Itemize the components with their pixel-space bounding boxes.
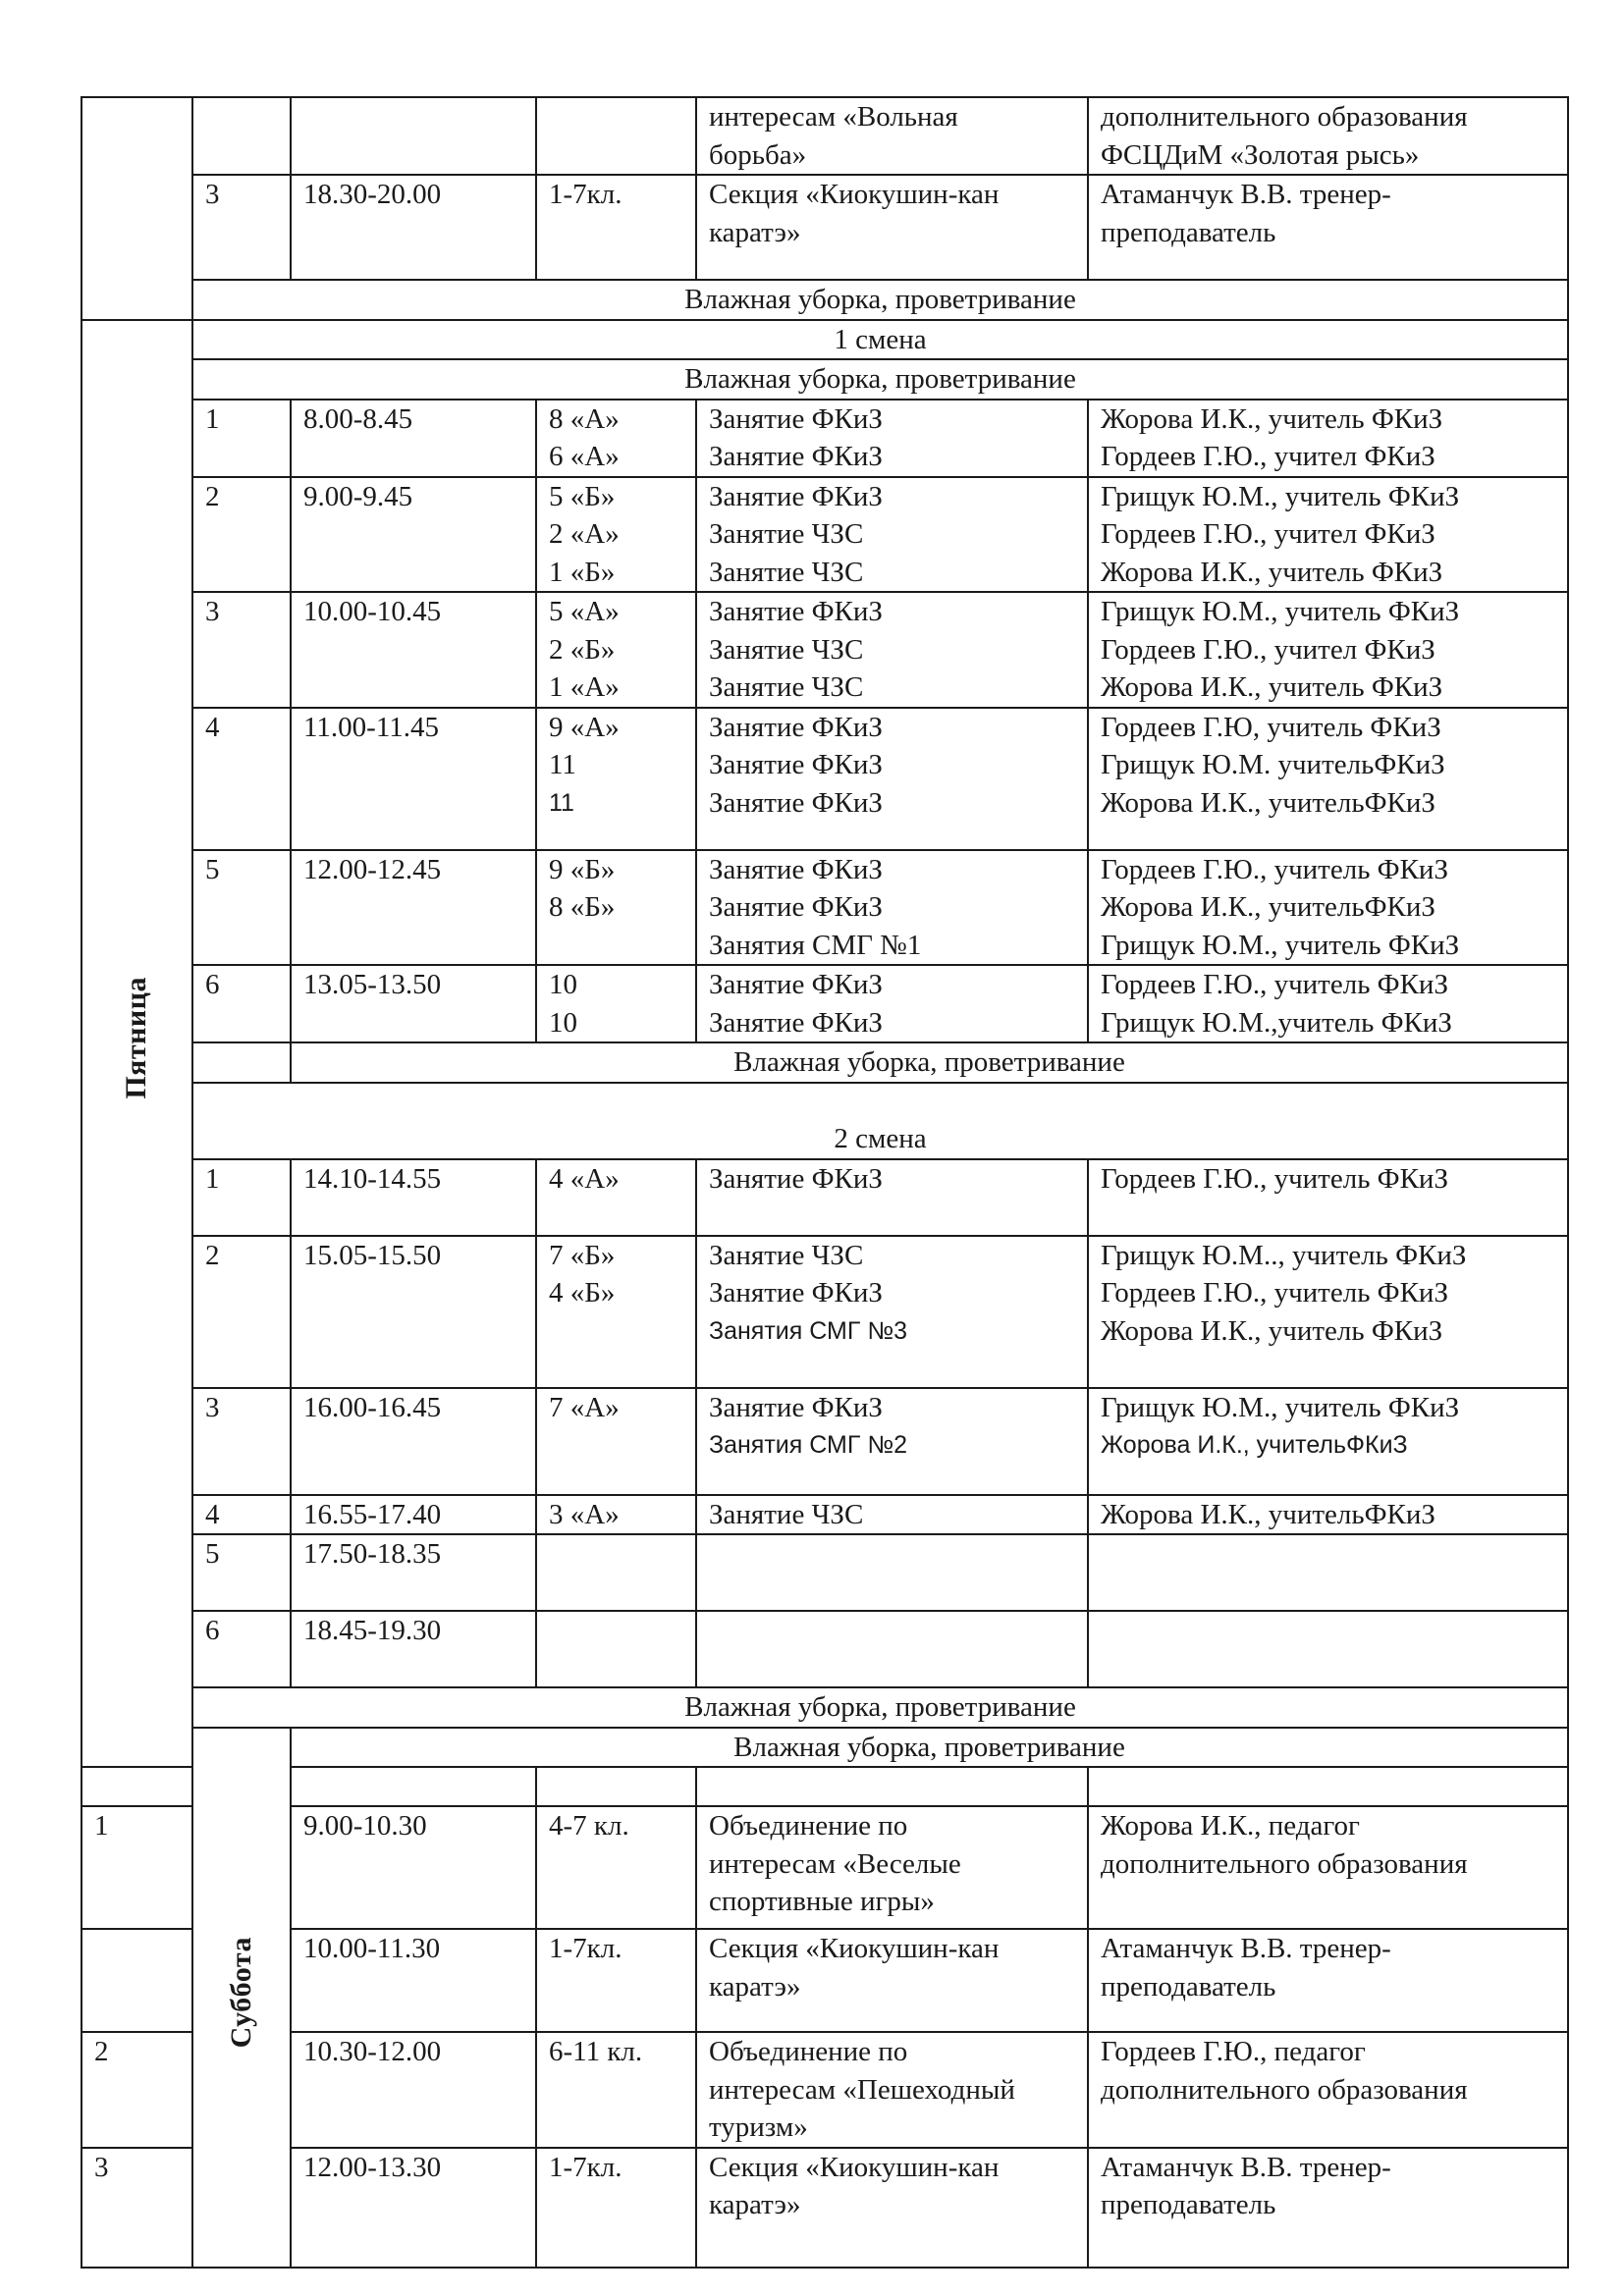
teacher-cell: Грищук Ю.М., учитель ФКиЗ Гордеев Г.Ю., учител ФКиЗ Жорова И.К., учитель ФКиЗ: [1088, 477, 1568, 593]
activity-cell: [696, 1534, 1088, 1611]
activity-cell: интересам «Вольная борьба»: [696, 97, 1088, 175]
table-row: [81, 1159, 1568, 1236]
table-row: [81, 1534, 1568, 1611]
table-row: [81, 708, 1568, 850]
class-name: 7 «А»: [536, 1388, 696, 1495]
activity-cell: Объединение по интересам «Веселые спортивные игры»: [696, 1806, 1088, 1929]
activity-cell: Занятие ФКиЗ: [696, 1159, 1088, 1236]
cleaning-note: Влажная уборка, проветривание: [291, 1042, 1568, 1083]
class-name: [536, 1534, 696, 1611]
activity-cell: Занятие ФКиЗ Занятие ЧЗС Занятие ЧЗС: [696, 477, 1088, 593]
lesson-time: 10.30-12.00: [291, 2032, 536, 2148]
lesson-number: 5: [192, 850, 291, 966]
shift-header-row: [81, 1083, 1568, 1159]
table-row: [81, 1929, 1568, 2032]
class-name: 1-7кл.: [536, 2148, 696, 2268]
lesson-number: 3: [81, 2148, 192, 2268]
lesson-time: 8.00-8.45: [291, 400, 536, 477]
empty-cell: [192, 1042, 291, 1083]
teacher-cell: Гордеев Г.Ю., учитель ФКиЗ Жорова И.К., учительФКиЗ Грищук Ю.М., учитель ФКиЗ: [1088, 850, 1568, 966]
table-row: [81, 477, 1568, 593]
lesson-time: 15.05-15.50: [291, 1236, 536, 1388]
lesson-time: 14.10-14.55: [291, 1159, 536, 1236]
teacher-cell: Жорова И.К., педагог дополнительного образования: [1088, 1806, 1568, 1929]
table-row: [81, 1388, 1568, 1495]
lesson-number: 2: [81, 2032, 192, 2148]
teacher-cell: Атаманчук В.В. тренер- преподаватель: [1088, 1929, 1568, 2032]
teacher-cell: дополнительного образования ФСЦДиМ «Золотая рысь»: [1088, 97, 1568, 175]
lesson-time: 12.00-13.30: [291, 2148, 536, 2268]
table-row: [81, 1495, 1568, 1535]
activity-cell: Занятие ФКиЗ Занятия СМГ №2: [696, 1388, 1088, 1495]
class-name: 4-7 кл.: [536, 1806, 696, 1929]
lesson-number: 2: [192, 477, 291, 593]
teacher-cell: Атаманчук В.В. тренер- преподаватель: [1088, 175, 1568, 280]
lesson-time: 10.00-11.30: [291, 1929, 536, 2032]
teacher-cell: Гордеев Г.Ю, учитель ФКиЗ Грищук Ю.М. учительФКиЗ Жорова И.К., учительФКиЗ: [1088, 708, 1568, 850]
lesson-time: 17.50-18.35: [291, 1534, 536, 1611]
cleaning-row: [81, 280, 1568, 320]
table-row: [81, 2148, 1568, 2268]
class-name: 5 «Б» 2 «А» 1 «Б»: [536, 477, 696, 593]
class-name: 10 10: [536, 965, 696, 1042]
empty-row: [81, 1767, 1568, 1806]
class-name: 5 «А» 2 «Б» 1 «А»: [536, 592, 696, 708]
lesson-number: 3: [192, 592, 291, 708]
table-row: [81, 965, 1568, 1042]
activity-cell: Занятие ЧЗС Занятие ФКиЗ Занятия СМГ №3: [696, 1236, 1088, 1388]
activity-cell: [696, 1611, 1088, 1687]
lesson-number: 1: [192, 400, 291, 477]
table-row: [81, 1236, 1568, 1388]
class-name: 9 «А» 11 11: [536, 708, 696, 850]
empty-cell: [696, 1767, 1088, 1806]
cleaning-note: Влажная уборка, проветривание: [192, 1687, 1568, 1728]
lesson-number: 1: [192, 1159, 291, 1236]
lesson-time: 18.30-20.00: [291, 175, 536, 280]
table-row: [81, 1806, 1568, 1929]
activity-cell: Занятие ЧЗС: [696, 1495, 1088, 1535]
lesson-number: 4: [192, 1495, 291, 1535]
activity-cell: Занятие ФКиЗ Занятие ЧЗС Занятие ЧЗС: [696, 592, 1088, 708]
teacher-cell: [1088, 1534, 1568, 1611]
teacher-cell: Грищук Ю.М.., учитель ФКиЗ Гордеев Г.Ю., учитель ФКиЗ Жорова И.К., учитель ФКиЗ: [1088, 1236, 1568, 1388]
day-cell-continued: [81, 97, 192, 320]
lesson-time: 16.00-16.45: [291, 1388, 536, 1495]
cleaning-note: Влажная уборка, проветривание: [192, 359, 1568, 400]
class-name: 6-11 кл.: [536, 2032, 696, 2148]
shift-1-label: 1 смена: [192, 320, 1568, 360]
class-name: 7 «Б» 4 «Б»: [536, 1236, 696, 1388]
activity-cell: Занятие ФКиЗ Занятие ФКиЗ: [696, 400, 1088, 477]
class-name: 1-7кл.: [536, 1929, 696, 2032]
lesson-number: 6: [192, 965, 291, 1042]
table-row: [81, 2032, 1568, 2148]
teacher-cell: Грищук Ю.М., учитель ФКиЗ Гордеев Г.Ю., учител ФКиЗ Жорова И.К., учитель ФКиЗ: [1088, 592, 1568, 708]
class-name: 8 «А» 6 «А»: [536, 400, 696, 477]
lesson-number: [192, 97, 291, 175]
class-name: [536, 1611, 696, 1687]
table-row: [81, 400, 1568, 477]
lesson-number: 3: [192, 175, 291, 280]
teacher-cell: Грищук Ю.М., учитель ФКиЗ Жорова И.К., учительФКиЗ: [1088, 1388, 1568, 1495]
day-label-saturday: Суббота: [192, 1728, 291, 2268]
teacher-cell: [1088, 1611, 1568, 1687]
class-name: 3 «А»: [536, 1495, 696, 1535]
lesson-time: 11.00-11.45: [291, 708, 536, 850]
empty-cell: [1088, 1767, 1568, 1806]
lesson-number: 5: [192, 1534, 291, 1611]
teacher-cell: Атаманчук В.В. тренер- преподаватель: [1088, 2148, 1568, 2268]
teacher-cell: Жорова И.К., учительФКиЗ: [1088, 1495, 1568, 1535]
shift-header-row: [81, 320, 1568, 360]
activity-cell: Секция «Киокушин-кан каратэ»: [696, 2148, 1088, 2268]
lesson-number: 2: [192, 1236, 291, 1388]
day-label-friday: Пятница: [81, 320, 192, 1768]
class-name: 1-7кл.: [536, 175, 696, 280]
activity-cell: Объединение по интересам «Пешеходный туризм»: [696, 2032, 1088, 2148]
table-row: [81, 175, 1568, 280]
lesson-number: 3: [192, 1388, 291, 1495]
activity-cell: Занятие ФКиЗ Занятие ФКиЗ Занятие ФКиЗ: [696, 708, 1088, 850]
lesson-time: 9.00-9.45: [291, 477, 536, 593]
lesson-number: 4: [192, 708, 291, 850]
lesson-time: 12.00-12.45: [291, 850, 536, 966]
empty-cell: [291, 1767, 536, 1806]
empty-cell: [536, 1767, 696, 1806]
table-row: [81, 592, 1568, 708]
teacher-cell: Жорова И.К., учитель ФКиЗ Гордеев Г.Ю., учител ФКиЗ: [1088, 400, 1568, 477]
cleaning-row: [81, 1687, 1568, 1728]
table-row: [81, 1611, 1568, 1687]
activity-cell: Занятие ФКиЗ Занятие ФКиЗ Занятия СМГ №1: [696, 850, 1088, 966]
lesson-number: [81, 1929, 192, 2032]
lesson-time: 13.05-13.50: [291, 965, 536, 1042]
lesson-time: 18.45-19.30: [291, 1611, 536, 1687]
class-name: [536, 97, 696, 175]
teacher-cell: Гордеев Г.Ю., педагог дополнительного образования: [1088, 2032, 1568, 2148]
schedule-table: [81, 96, 1569, 2269]
lesson-time: [291, 97, 536, 175]
activity-cell: Секция «Киокушин-кан каратэ»: [696, 175, 1088, 280]
teacher-cell: Гордеев Г.Ю., учитель ФКиЗ Грищук Ю.М.,учитель ФКиЗ: [1088, 965, 1568, 1042]
lesson-time: 9.00-10.30: [291, 1806, 536, 1929]
class-name: 4 «А»: [536, 1159, 696, 1236]
lesson-time: 10.00-10.45: [291, 592, 536, 708]
teacher-cell: Гордеев Г.Ю., учитель ФКиЗ: [1088, 1159, 1568, 1236]
cleaning-row: [81, 359, 1568, 400]
cleaning-note: Влажная уборка, проветривание: [291, 1728, 1568, 1768]
shift-2-label: 2 смена: [192, 1083, 1568, 1159]
lesson-number: 1: [81, 1806, 192, 1929]
class-name: 9 «Б» 8 «Б»: [536, 850, 696, 966]
cleaning-row: [81, 1728, 1568, 1768]
table-row: [81, 97, 1568, 175]
lesson-number: 6: [192, 1611, 291, 1687]
empty-cell: [81, 1767, 192, 1806]
activity-cell: Секция «Киокушин-кан каратэ»: [696, 1929, 1088, 2032]
cleaning-note: Влажная уборка, проветривание: [192, 280, 1568, 320]
lesson-time: 16.55-17.40: [291, 1495, 536, 1535]
table-row: [81, 850, 1568, 966]
activity-cell: Занятие ФКиЗ Занятие ФКиЗ: [696, 965, 1088, 1042]
cleaning-row: [81, 1042, 1568, 1083]
